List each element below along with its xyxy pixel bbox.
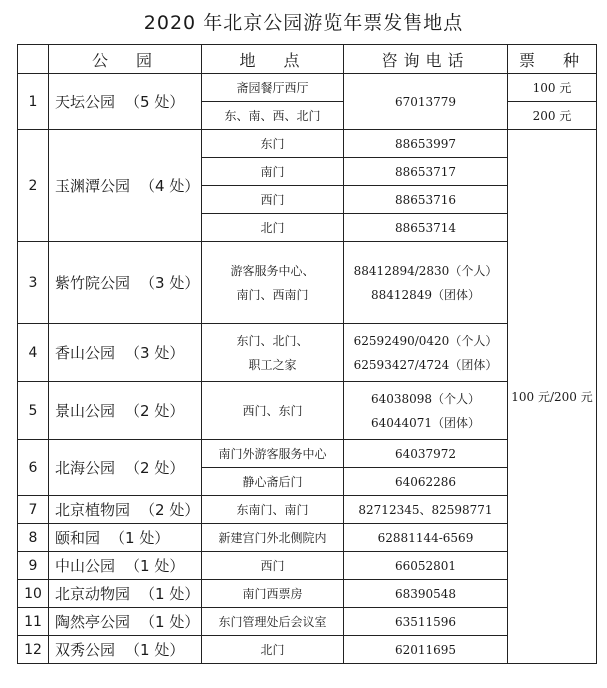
- row-number: 8: [18, 524, 49, 552]
- site-count: （2 处）: [125, 402, 185, 420]
- row-number: 6: [18, 440, 49, 496]
- park-name: [49, 636, 202, 664]
- site-count: （2 处）: [140, 501, 200, 519]
- header-phone: 咨询电话: [344, 45, 508, 74]
- site-count: （3 处）: [125, 344, 185, 362]
- park-title: 紫竹院公园: [55, 274, 131, 292]
- site-count: （1 处）: [125, 641, 185, 659]
- phone-number: 62011695: [344, 636, 508, 664]
- site-count: （2 处）: [125, 459, 185, 477]
- sale-location: 北门: [202, 214, 344, 242]
- park-title: 颐和园: [55, 529, 101, 547]
- phone-number: [344, 382, 508, 440]
- park-name: [49, 324, 202, 382]
- site-count: （1 处）: [140, 613, 200, 631]
- park-title: 中山公园: [55, 557, 116, 575]
- row-number: 3: [18, 242, 49, 324]
- site-count: （5 处）: [125, 93, 185, 111]
- phone-number: 64037972: [344, 440, 508, 468]
- site-count: （1 处）: [140, 585, 200, 603]
- phone-number: 82712345、82598771: [344, 496, 508, 524]
- park-title: 玉渊潭公园: [55, 177, 131, 195]
- row-number: 2: [18, 130, 49, 242]
- location-line: 东门、北门、: [236, 333, 309, 348]
- row-number: 10: [18, 580, 49, 608]
- table-row: [18, 74, 597, 102]
- park-name: [49, 440, 202, 496]
- phone-number: 88653716: [344, 186, 508, 214]
- site-count: （1 处）: [125, 557, 185, 575]
- table-row: [18, 130, 597, 158]
- page-title: 2020 年北京公园游览年票发售地点: [143, 12, 464, 34]
- location-line: 游客服务中心、: [230, 263, 315, 278]
- phone-number: 63511596: [344, 608, 508, 636]
- sale-location: 新建宫门外北侧院内: [202, 524, 344, 552]
- ticket-sales-table: [17, 44, 597, 664]
- sale-location: [202, 242, 344, 324]
- phone-line: 62593427/4724（团体）: [353, 357, 498, 372]
- park-name: [49, 130, 202, 242]
- park-title: 北海公园: [55, 459, 116, 477]
- sale-location: 北门: [202, 636, 344, 664]
- park-title: 北京动物园: [55, 585, 131, 603]
- header-park: 公 园: [49, 45, 202, 74]
- row-number: 4: [18, 324, 49, 382]
- phone-number: 88653997: [344, 130, 508, 158]
- row-number: 5: [18, 382, 49, 440]
- phone-line: 88412894/2830（个人）: [353, 263, 498, 278]
- ticket-type: 100 元: [508, 74, 597, 102]
- park-name: [49, 524, 202, 552]
- park-title: 香山公园: [55, 344, 116, 362]
- park-name: [49, 496, 202, 524]
- sale-location: 南门外游客服务中心: [202, 440, 344, 468]
- park-name: [49, 74, 202, 130]
- park-name: [49, 242, 202, 324]
- phone-number: 64062286: [344, 468, 508, 496]
- phone-line: 64044071（团体）: [370, 415, 481, 430]
- park-title: 天坛公园: [55, 93, 116, 111]
- park-name: [49, 608, 202, 636]
- sale-location: 东门: [202, 130, 344, 158]
- sale-location: 东南门、南门: [202, 496, 344, 524]
- phone-number: 68390548: [344, 580, 508, 608]
- sale-location: 静心斋后门: [202, 468, 344, 496]
- sale-location: [202, 324, 344, 382]
- sale-location: 西门: [202, 186, 344, 214]
- phone-number: [344, 324, 508, 382]
- phone-number: 88653717: [344, 158, 508, 186]
- park-title: 双秀公园: [55, 641, 116, 659]
- sale-location: 斋园餐厅西厅: [202, 74, 344, 102]
- park-title: 北京植物园: [55, 501, 131, 519]
- row-number: 1: [18, 74, 49, 130]
- phone-line: 64038098（个人）: [370, 391, 481, 406]
- location-line: 南门、西南门: [236, 287, 309, 302]
- phone-number: 66052801: [344, 552, 508, 580]
- location-line: 职工之家: [248, 357, 297, 372]
- row-number: 7: [18, 496, 49, 524]
- phone-line: 88412849（团体）: [370, 287, 481, 302]
- header-location: 地 点: [202, 45, 344, 74]
- header-index: [18, 45, 49, 74]
- sale-location: 东、南、西、北门: [202, 102, 344, 130]
- sale-location: 南门西票房: [202, 580, 344, 608]
- sale-location: 西门: [202, 552, 344, 580]
- site-count: （1 处）: [110, 529, 170, 547]
- park-title: 景山公园: [55, 402, 116, 420]
- row-number: 11: [18, 608, 49, 636]
- site-count: （4 处）: [140, 177, 200, 195]
- park-name: [49, 580, 202, 608]
- site-count: （3 处）: [140, 274, 200, 292]
- park-title: 陶然亭公园: [55, 613, 131, 631]
- phone-line: 62592490/0420（个人）: [353, 333, 498, 348]
- phone-number: [344, 242, 508, 324]
- sale-location: 西门、东门: [202, 382, 344, 440]
- park-name: [49, 552, 202, 580]
- row-number: 12: [18, 636, 49, 664]
- sale-location: 东门管理处后会议室: [202, 608, 344, 636]
- ticket-type: 200 元: [508, 102, 597, 130]
- park-name: [49, 382, 202, 440]
- header-row: [18, 45, 597, 74]
- phone-number: 88653714: [344, 214, 508, 242]
- header-ticket: 票 种: [508, 45, 597, 74]
- shared-ticket-type: 100 元/200 元: [508, 130, 597, 664]
- row-number: 9: [18, 552, 49, 580]
- sale-location: 南门: [202, 158, 344, 186]
- phone-number: 67013779: [344, 74, 508, 130]
- phone-number: 62881144-6569: [344, 524, 508, 552]
